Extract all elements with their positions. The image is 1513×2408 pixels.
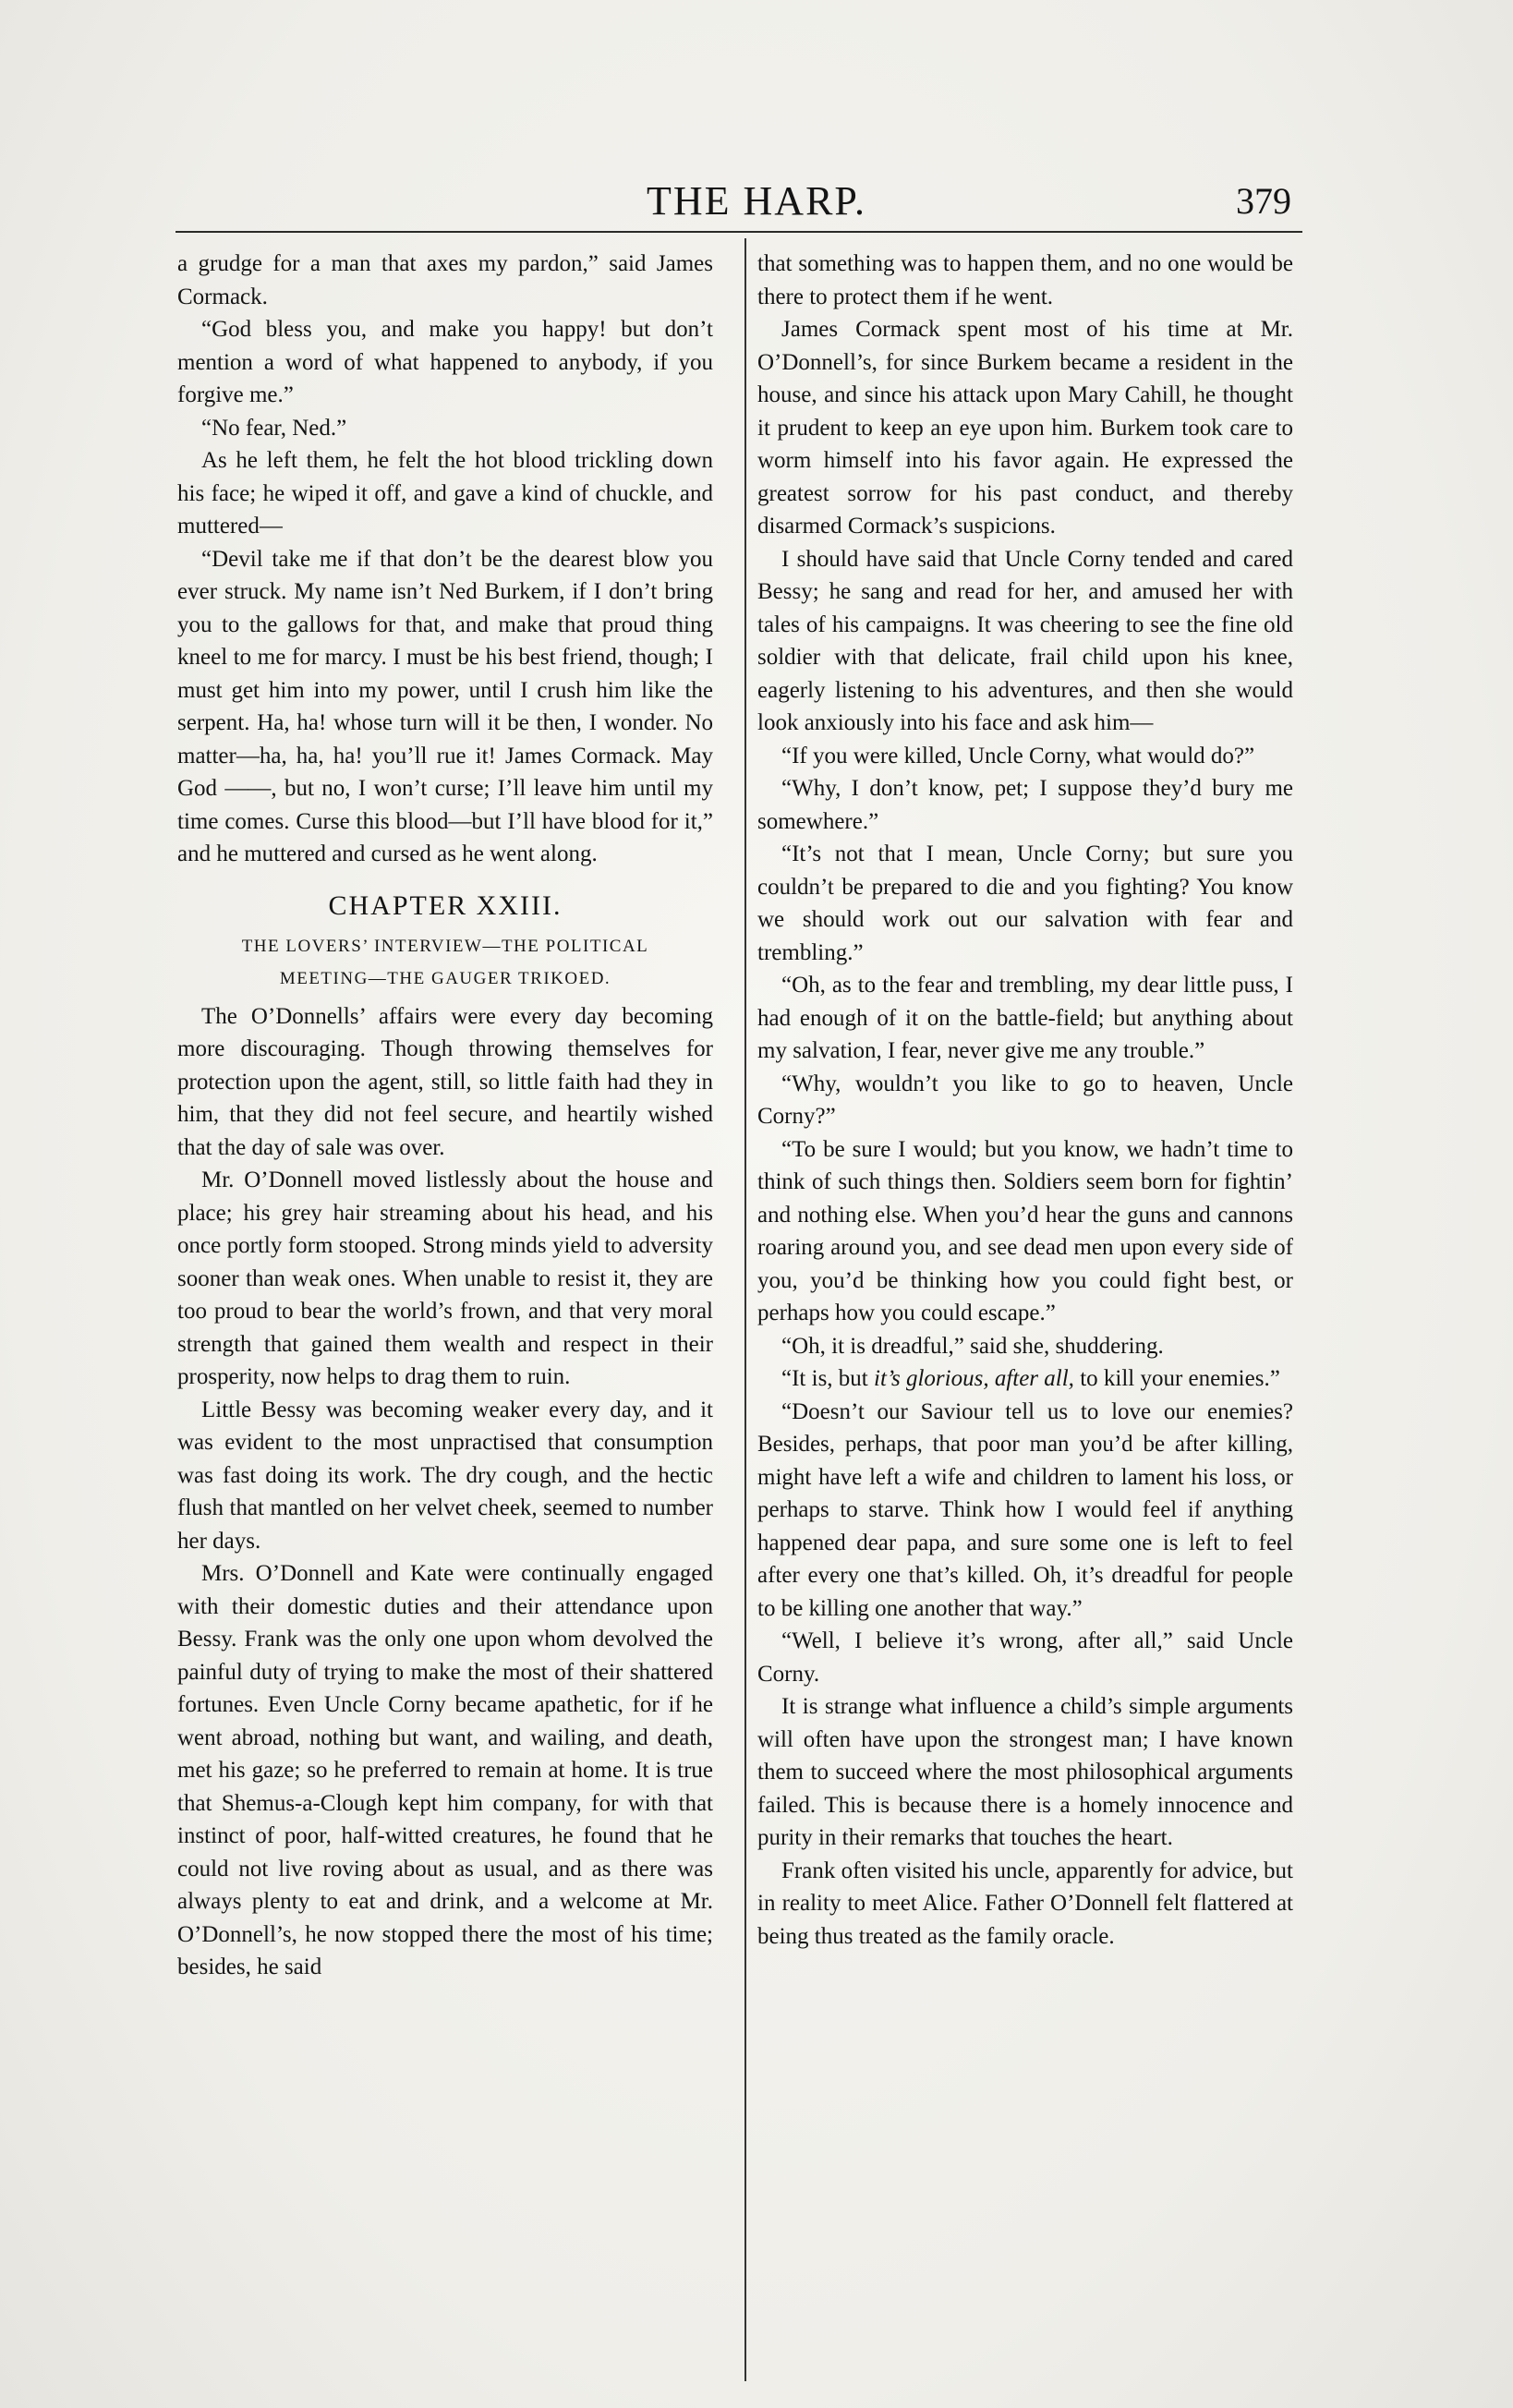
column-divider	[744, 238, 746, 2381]
paragraph: James Cormack spent most of his time at Mr. O’Donnell’s, for since Burkem became a resident in the house, and since his attack upon Mary Cahill, he thought it prudent to keep an eye upon him. Burkem took care to worm himself into his favor again. He expressed the greatest sorrow for his past conduct, and thereby disarmed Cormack’s suspicions.	[757, 317, 1293, 538]
paragraph: “God bless you, and make you happy! but don’t mention a word of what happened to anybody, if you forgive me.”	[177, 317, 713, 407]
paragraph: “Doesn’t our Saviour tell us to love our enemies? Besides, perhaps, that poor man you’d be after killing, might have left a wife and children to lament his loss, or perhaps to starve. Think how I would feel if anything happened dear papa, and sure some one is left to feel after every one that’s killed. Oh, it’s dreadful for people to be killing one another that way.”	[757, 1398, 1293, 1621]
paragraph: Mr. O’Donnell moved listlessly about the house and place; his grey hair streaming about his head, and his once portly form stooped. Strong minds yield to adversity sooner than weak ones. When unable to resist it, they are too proud to bear the world’s frown, and that very moral strength that gained them wealth and respect in their prosperity, now helps to drag them to ruin.	[177, 1168, 713, 1389]
right-column	[757, 248, 1293, 1953]
chapter-subtitle-line: MEETING—THE GAUGER TRIKOED.	[279, 968, 611, 988]
page-number: 379	[1236, 180, 1291, 222]
italic-text-run: it’s glorious, after all,	[874, 1366, 1074, 1391]
paragraph: a grudge for a man that axes my pardon,” said James Cormack.	[177, 251, 713, 309]
paragraph: As he left them, he felt the hot blood trickling down his face; he wiped it off, and gave a kind of chuckle, and muttered—	[177, 448, 713, 538]
paragraph: “Devil take me if that don’t be the dearest blow you ever struck. My name isn’t Ned Burkem, if I don’t bring you to the gallows for that, and make that proud thing kneel to me for marcy. I must be his best friend, though; I must get him into my power, until I crush him like the serpent. Ha, ha! whose turn will it be then, I wonder. No matter—ha, ha, ha! you’ll rue it! James Cormack. May God ——, but no, I won’t curse; I’ll leave him until my time comes. Curse this blood—but I’ll have blood for it,” and he muttered and cursed as he went along.	[177, 546, 713, 866]
text-run: “It is, but	[781, 1366, 874, 1391]
paragraph: “It’s not that I mean, Uncle Corny; but sure you couldn’t be prepared to die and you fighting? You know we should work out our salvation with fear and trembling.”	[757, 841, 1293, 965]
paragraph: It is strange what influence a child’s simple arguments will often have upon the strongest man; I have known them to succeed where the most philosophical arguments failed. This is because there is a homely innocence and purity in their remarks that touches the heart.	[757, 1694, 1293, 1850]
running-title: THE HARP.	[646, 178, 867, 224]
paragraph: “Why, I don’t know, pet; I suppose they’d bury me somewhere.”	[757, 776, 1293, 834]
paragraph: Mrs. O’Donnell and Kate were continually engaged with their domestic duties and their attendance upon Bessy. Frank was the only one upon whom devolved the painful duty of trying to make the most of their shattered fortunes. Even Uncle Corny became apathetic, for if he went abroad, nothing but want, and wailing, and death, met his gaze; so he preferred to remain at home. It is true that Shemus-a-Clough kept him company, for with that instinct of poor, half-witted creatures, he found that he could not live roving about as usual, and as there was always plenty to eat and drink, and a welcome at Mr. O’Donnell’s, he now stopped there the most of his time; besides, he said	[177, 1561, 713, 1979]
text-run: to kill your enemies.”	[1073, 1366, 1280, 1391]
paragraph: “Well, I believe it’s wrong, after all,” said Uncle Corny.	[757, 1628, 1293, 1687]
paragraph: “If you were killed, Uncle Corny, what would do?”	[781, 743, 1255, 768]
paragraph: “Oh, as to the fear and trembling, my dear little puss, I had enough of it on the battle-field; but anything about my salvation, I fear, never give me any trouble.”	[757, 973, 1293, 1063]
chapter-subtitle	[177, 930, 713, 995]
paragraph: that something was to happen them, and no one would be there to protect them if he went.	[757, 251, 1293, 309]
paragraph: “To be sure I would; but you know, we hadn’t time to think of such things then. Soldiers seem born for fightin’ and nothing else. When you’d hear the guns and cannons roaring around you, and see dead men upon every side of you, you’d be thinking how you could fight best, or perhaps how you could escape.”	[757, 1136, 1293, 1325]
chapter-title: CHAPTER XXIII.	[328, 889, 563, 921]
paragraph: “Why, wouldn’t you like to go to heaven, Uncle Corny?”	[757, 1071, 1293, 1129]
header-rule	[176, 231, 1302, 233]
chapter-subtitle-line: THE LOVERS’ INTERVIEW—THE POLITICAL	[241, 936, 649, 956]
paragraph	[757, 1362, 1293, 1396]
paragraph: Frank often visited his uncle, apparently for advice, but in reality to meet Alice. Father O’Donnell felt flattered at being thus treated as the family oracle.	[757, 1857, 1294, 1949]
paragraph: “Oh, it is dreadful,” said she, shuddering.	[781, 1333, 1164, 1359]
running-head	[0, 174, 1513, 229]
paragraph: Little Bessy was becoming weaker every day, and it was evident to the most unpractised that consumption was fast doing its work. The dry cough, and the hectic flush that mantled on her velvet cheek, seemed to number her days.	[177, 1397, 713, 1554]
left-column	[177, 248, 713, 1984]
paragraph: I should have said that Uncle Corny tended and cared Bessy; he sang and read for her, and amused her with tales of his campaigns. It was cheering to see the fine old soldier with that delicate, frail child upon his knee, eagerly listening to his adventures, and then she would look anxiously into his face and ask him—	[757, 546, 1293, 735]
paragraph: “No fear, Ned.”	[201, 415, 347, 441]
paragraph: The O’Donnells’ affairs were every day becoming more discouraging. Though throwing themselves for protection upon the agent, still, so little faith had they in him, that they did not feel secure, and heartily wished that the day of sale was over.	[177, 1003, 713, 1160]
